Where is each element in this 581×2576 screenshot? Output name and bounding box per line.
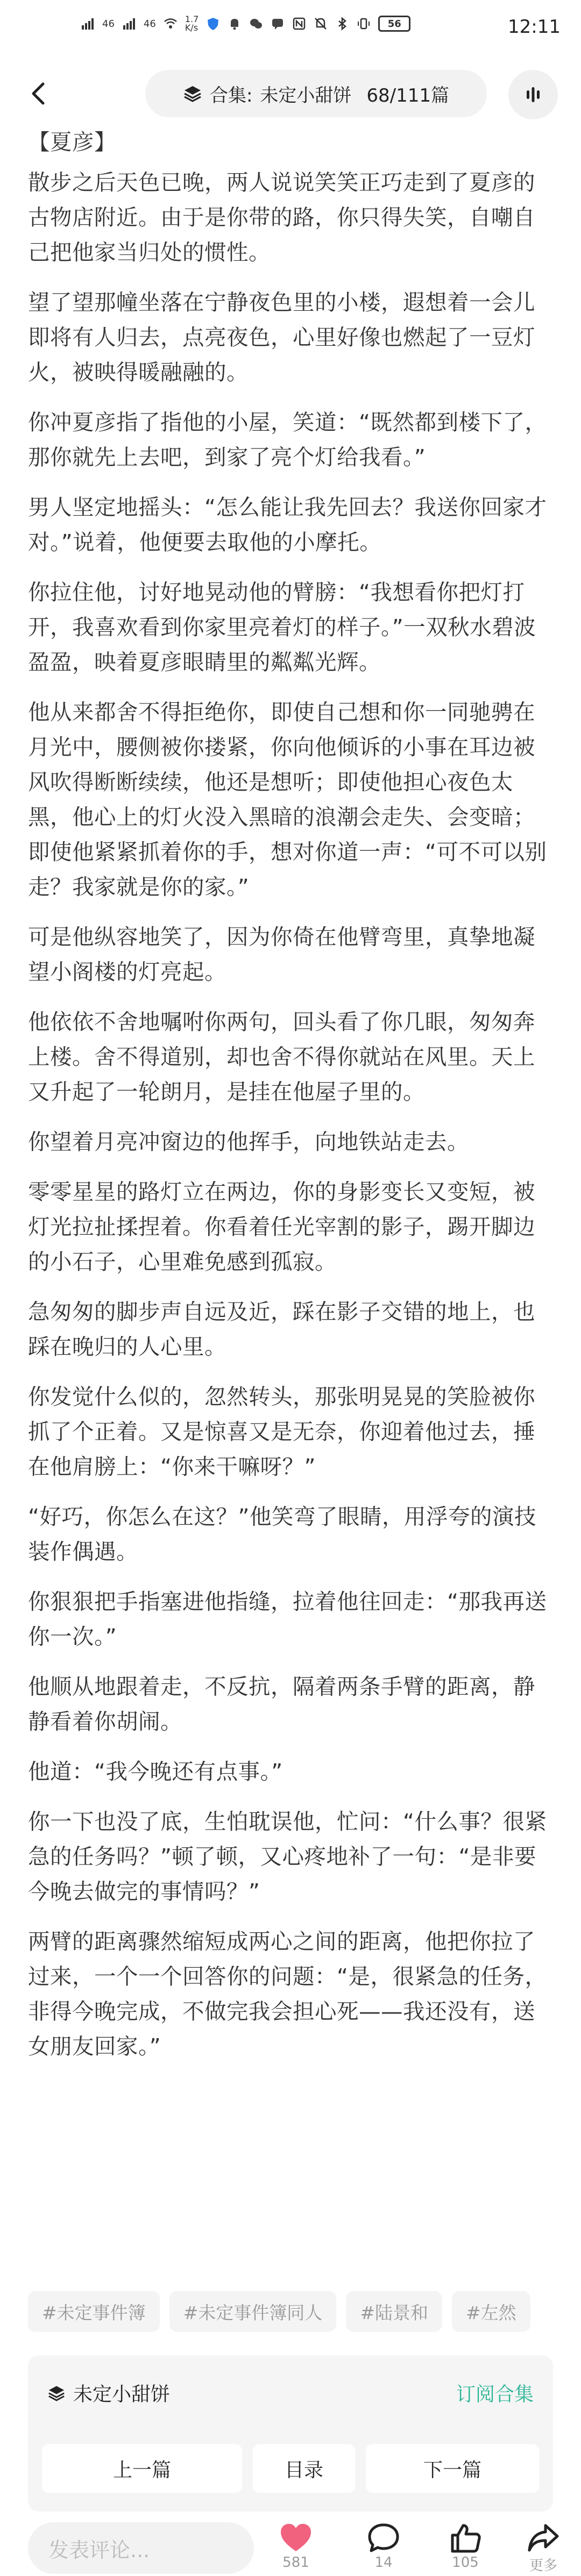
collection-pill[interactable] <box>145 70 487 117</box>
collection-progress: 68/111篇 <box>366 84 450 106</box>
collection-card <box>28 2356 553 2511</box>
tag-chip[interactable]: #未定事件簿同人 <box>169 2291 337 2332</box>
network-speed-value: 1.7 <box>185 14 199 24</box>
article-paragraph: 散步之后天色已晚，两人说说笑笑正巧走到了夏彦的古物店附近。由于是你带的路，你只得失笑，自嘲自己把他家当归处的惯性。 <box>28 169 535 265</box>
more-label: 更多 <box>529 2558 557 2574</box>
message-app-icon <box>271 17 285 31</box>
tag-chip[interactable]: #左然 <box>452 2291 530 2332</box>
chevron-left-icon <box>28 81 49 106</box>
article-paragraph: 你狠狠把手指塞进他指缝，拉着他往回走：“那我再送你一次。” <box>28 1589 547 1649</box>
collection-prefix: 合集: <box>209 84 253 106</box>
article-paragraph: 你拉住他，讨好地晃动他的臂膀：“我想看你把灯打开，我喜欢看到你家里亮着灯的样子。”一双秋水碧波盈盈，映着夏彦眼睛里的粼粼光辉。 <box>28 579 536 675</box>
article-paragraph: 你发觉什么似的，忽然转头，那张明晃晃的笑脸被你抓了个正着。又是惊喜又是无奈，你迎着他过去，捶在他肩膀上：“你来干嘛呀？” <box>28 1384 535 1479</box>
recommend-button[interactable] <box>441 2522 490 2571</box>
subscribe-collection-button[interactable]: 订阅合集 <box>456 2383 534 2406</box>
wechat-icon <box>249 17 263 31</box>
article-heading: 【夏彦】 <box>28 129 116 155</box>
article-paragraph: “好巧，你怎么在这？”他笑弯了眼睛，用浮夸的演技装作偶遇。 <box>28 1504 536 1564</box>
status-icons <box>81 15 410 32</box>
signal-icon <box>81 17 95 31</box>
audio-button[interactable] <box>508 70 558 119</box>
bell-app-icon <box>228 17 242 31</box>
signal-type-left: 46 <box>102 18 115 30</box>
app-header <box>0 65 581 124</box>
article-paragraph: 你一下也没了底，生怕耽误他，忙问：“什么事？很紧急的任务吗？”顿了顿，又心疼地补了一句：“是非要今晚去做完的事情吗？” <box>28 1809 547 1904</box>
article-paragraph: 他依依不舍地嘱咐你两句，回头看了你几眼，匆匆奔上楼。舍不得道别，却也舍不得你就站在风里。天上又升起了一轮朗月，是挂在他屋子里的。 <box>28 1009 535 1105</box>
bluetooth-icon <box>335 17 349 31</box>
tag-list <box>28 2291 581 2334</box>
collection-card-name: 未定小甜饼 <box>73 2383 171 2406</box>
wifi-icon <box>164 17 178 31</box>
bottom-action-bar <box>0 2522 581 2576</box>
comment-count: 14 <box>374 2554 393 2571</box>
prev-post-button[interactable]: 上一篇 <box>42 2444 242 2493</box>
article-paragraph: 零零星星的路灯立在两边，你的身影变长又变短，被灯光拉扯揉捏着。你看着任光宰割的影子，踢开脚边的小石子，心里难免感到孤寂。 <box>28 1179 535 1275</box>
network-speed <box>185 15 199 32</box>
like-button[interactable] <box>272 2522 320 2571</box>
thumbs-up-icon <box>448 2522 483 2553</box>
article-paragraph: 你望着月亮冲窗边的他挥手，向地铁站走去。 <box>28 1129 469 1155</box>
article-paragraph: 望了望那幢坐落在宁静夜色里的小楼，遐想着一会儿即将有人归去，点亮夜色，心里好像也燃起了一豆灯火，被映得暖融融的。 <box>28 289 535 385</box>
signal-icon-2 <box>122 17 136 31</box>
like-count: 581 <box>282 2554 309 2571</box>
back-button[interactable] <box>22 76 56 111</box>
signal-type-right: 46 <box>143 18 156 30</box>
heart-icon <box>279 2522 313 2553</box>
article-paragraph: 两臂的距离骤然缩短成两心之间的距离，他把你拉了过来，一个一个回答你的问题：“是，很紧急的任务，非得今晚完成，不做完我会担心死——我还没有，送女朋友回家。” <box>28 1929 547 2059</box>
collection-card-title[interactable] <box>47 2379 170 2407</box>
shield-app-icon <box>206 17 220 31</box>
layers-icon <box>47 2384 66 2402</box>
battery-icon <box>378 16 410 32</box>
sound-wave-icon <box>522 84 544 105</box>
collection-name: 未定小甜饼 <box>260 84 352 106</box>
comment-button[interactable] <box>359 2522 408 2571</box>
nfc-icon <box>292 17 306 31</box>
comment-placeholder: 发表评论... <box>48 2538 150 2562</box>
article-paragraph: 男人坚定地摇头：“怎么能让我先回去？我送你回家才对。”说着，他便要去取他的小摩托。 <box>28 494 547 555</box>
clock: 12:11 <box>508 16 561 38</box>
comment-bubble-icon <box>366 2522 401 2553</box>
share-arrow-icon <box>526 2522 561 2553</box>
next-post-button[interactable]: 下一篇 <box>366 2444 539 2493</box>
article-paragraph: 急匆匆的脚步声自远及近，踩在影子交错的地上，也踩在晚归的人心里。 <box>28 1299 535 1360</box>
layers-icon <box>183 84 202 103</box>
battery-level: 56 <box>387 18 401 30</box>
toc-button[interactable]: 目录 <box>253 2444 355 2493</box>
article-paragraph: 他顺从地跟着走，不反抗，隔着两条手臂的距离，静静看着你胡闹。 <box>28 1674 535 1734</box>
article-paragraph: 他道：“我今晚还有点事。” <box>28 1759 283 1784</box>
article-paragraph: 可是他纵容地笑了，因为你倚在他臂弯里，真挚地凝望小阁楼的灯亮起。 <box>28 924 535 985</box>
tag-chip[interactable]: #陆景和 <box>346 2291 442 2332</box>
network-speed-unit: K/s <box>185 23 199 33</box>
status-bar <box>0 0 581 65</box>
vibrate-icon <box>357 17 371 31</box>
comment-input[interactable] <box>28 2522 254 2574</box>
more-button[interactable] <box>519 2522 568 2574</box>
article-paragraph: 他从来都舍不得拒绝你，即使自己想和你一同驰骋在月光中，腰侧被你搂紧，你向他倾诉的小事在耳边被风吹得断断续续，他还是想听；即使他担心夜色太黑，他心上的灯火没入黑暗的浪潮会走失、会变暗；即使他紧紧抓着你的手，想对你道一声：“可不可以别走？我家就是你的家。” <box>28 699 547 900</box>
tag-chip[interactable]: #未定事件簿 <box>28 2291 160 2332</box>
mute-icon <box>314 17 328 31</box>
recommend-count: 105 <box>452 2554 479 2571</box>
article-body <box>28 125 555 2079</box>
article-paragraph: 你冲夏彦指了指他的小屋，笑道：“既然都到楼下了，那你就先上去吧，到家了亮个灯给我看。” <box>28 409 547 470</box>
